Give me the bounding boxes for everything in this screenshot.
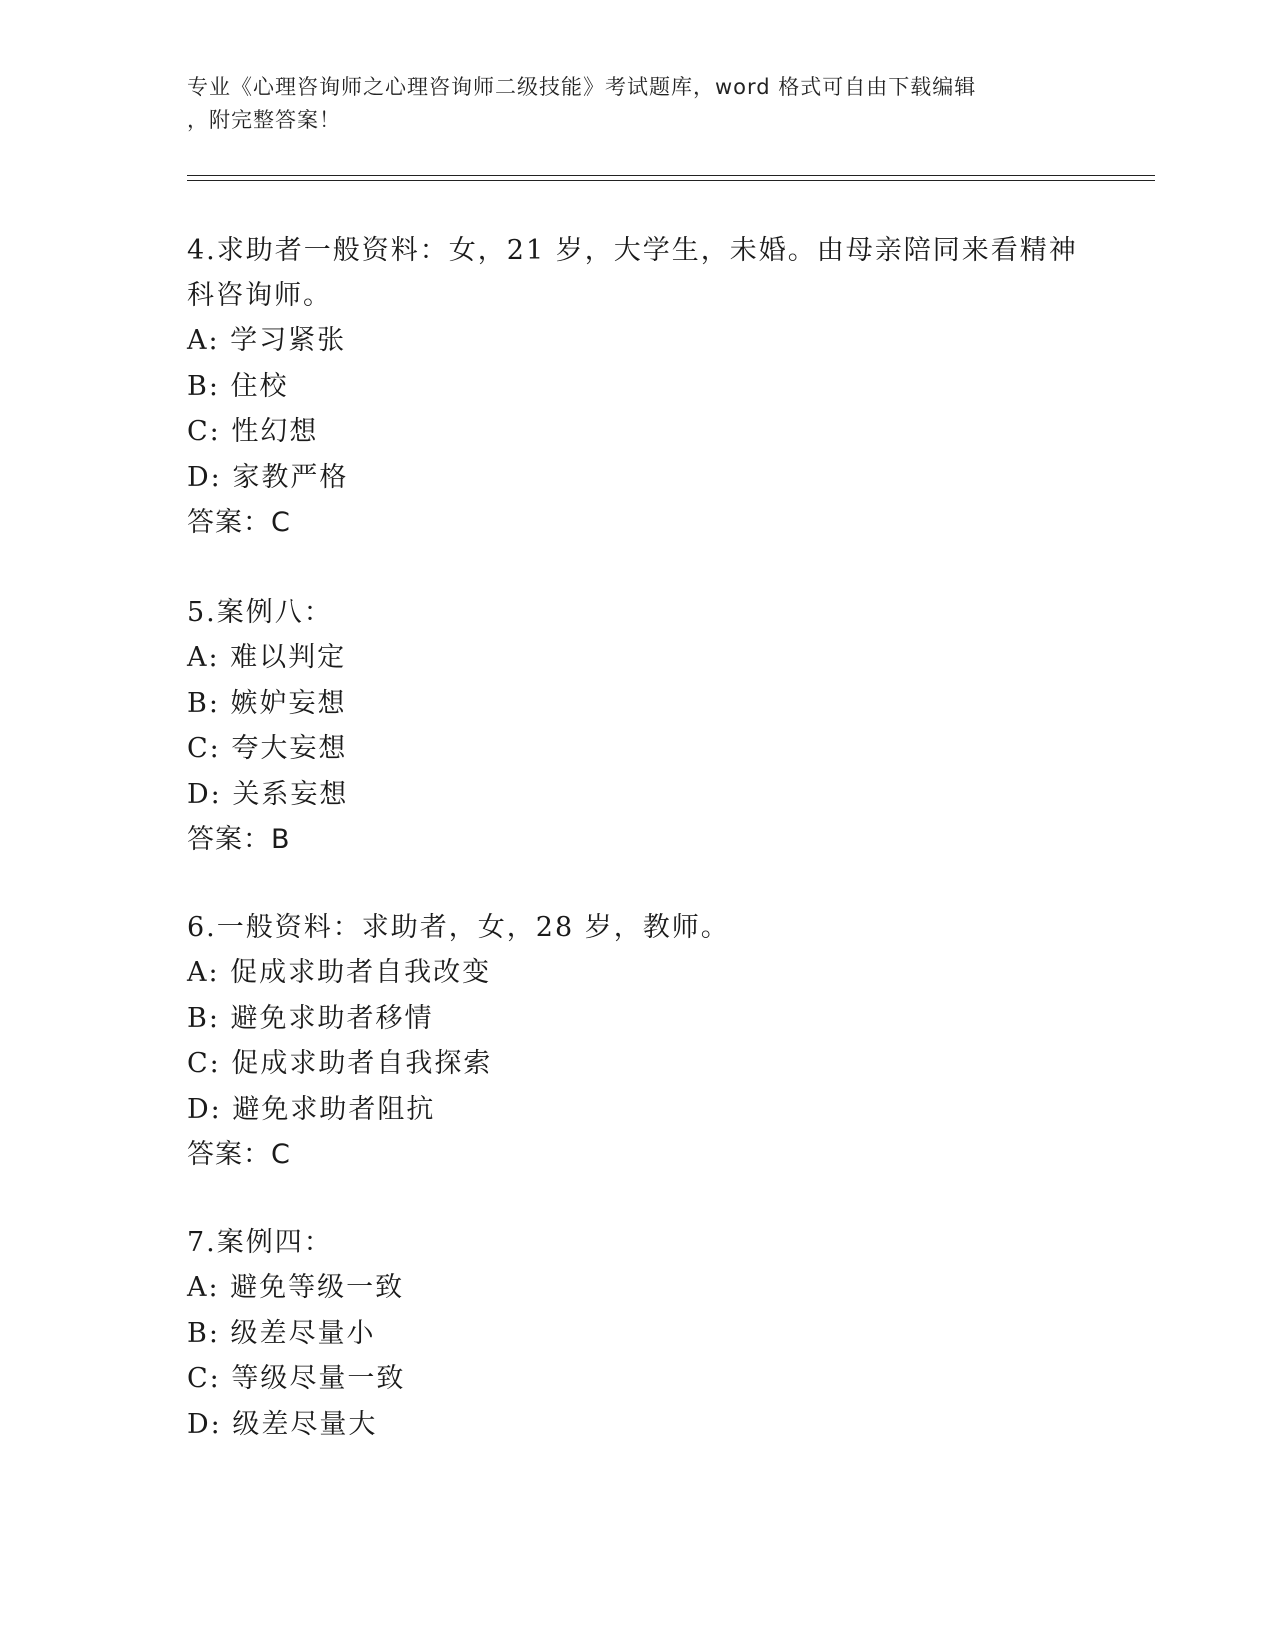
option-b: B: 住校 xyxy=(187,370,289,402)
option-d: D: 家教严格 xyxy=(187,461,349,493)
option-c: C: 夸大妄想 xyxy=(187,733,348,764)
option-c: C: 等级尽量一致 xyxy=(187,1363,406,1394)
option-b: B: 嫉妒妄想 xyxy=(187,687,347,719)
header-line-2: ，附完整答案！ xyxy=(187,108,341,132)
option-c: C: 性幻想 xyxy=(187,416,319,447)
question-6 xyxy=(187,905,1087,1177)
answer: 答案：C xyxy=(187,507,291,538)
answer: 答案：B xyxy=(187,824,291,855)
option-a: A: 学习紧张 xyxy=(187,325,347,356)
option-d: D: 级差尽量大 xyxy=(187,1408,378,1440)
header-line-1: 专业《心理咨询师之心理咨询师二级技能》考试题库，word 格式可自由下载编辑 xyxy=(187,75,977,99)
answer: 答案：C xyxy=(187,1139,291,1170)
header-divider-top xyxy=(187,175,1155,176)
option-d: D: 关系妄想 xyxy=(187,778,349,810)
option-a: A: 促成求助者自我改变 xyxy=(187,957,492,988)
question-text: 7.案例四： xyxy=(187,1227,333,1258)
question-text: 6.一般资料：求助者，女，28 岁，教师。 xyxy=(187,912,730,943)
question-text-continued: 科咨询师。 xyxy=(187,280,332,311)
option-c: C: 促成求助者自我探索 xyxy=(187,1048,493,1079)
question-4 xyxy=(187,228,1087,545)
header-divider-bottom xyxy=(187,180,1155,181)
question-text: 5.案例八： xyxy=(187,597,333,628)
question-5 xyxy=(187,590,1087,862)
document-header xyxy=(187,71,1087,137)
question-7 xyxy=(187,1220,1087,1447)
question-text: 4.求助者一般资料：女，21 岁，大学生，未婚。由母亲陪同来看精神 xyxy=(187,235,1078,266)
option-b: B: 避免求助者移情 xyxy=(187,1002,434,1034)
option-a: A: 避免等级一致 xyxy=(187,1272,405,1303)
option-d: D: 避免求助者阻抗 xyxy=(187,1093,436,1125)
option-a: A: 难以判定 xyxy=(187,642,347,673)
option-b: B: 级差尽量小 xyxy=(187,1317,376,1349)
